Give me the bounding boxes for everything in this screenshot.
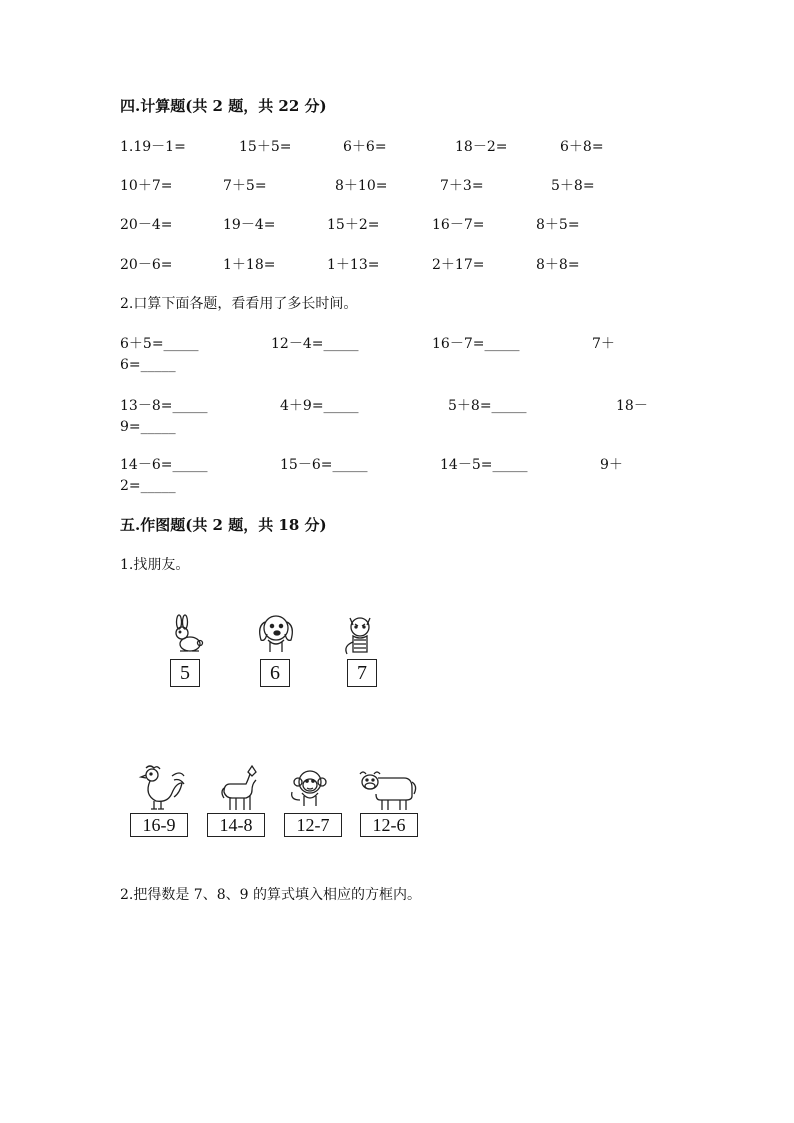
q1-cell: 6＋8= [560, 139, 604, 155]
q1-cell: 20－4= [120, 217, 173, 233]
q1-cell: 10＋7= [120, 178, 173, 194]
q2-item: 16－7=_____ [432, 336, 520, 352]
q1-cell: 8＋10= [335, 178, 388, 194]
section5-q1-title: 1.找朋友。 [120, 557, 190, 573]
q1-cell: 15＋5= [239, 139, 292, 155]
q1-cell: 20－6= [120, 257, 173, 273]
q2-item: 18－ [616, 398, 648, 414]
cat-icon [340, 612, 380, 656]
monkey-icon [286, 766, 330, 810]
section5-q2-title: 2.把得数是 7、8、9 的算式填入相应的方框内。 [120, 887, 421, 903]
q2-item: 9＋ [600, 457, 623, 473]
q1-cell: 6＋6= [343, 139, 387, 155]
q1-cell: 15＋2= [327, 217, 380, 233]
expression-box: 12-6 [360, 813, 418, 837]
q2-item: 12－4=_____ [271, 336, 359, 352]
q1-cell: 16－7= [432, 217, 485, 233]
rooster-icon [136, 762, 186, 812]
dog-icon [254, 610, 298, 654]
q1-cell: 19－4= [223, 217, 276, 233]
expression-box: 16-9 [130, 813, 188, 837]
q2-title: 2.口算下面各题，看看用了多长时间。 [120, 296, 358, 312]
rabbit-icon [168, 614, 204, 654]
q1-cell: 8＋8= [536, 257, 580, 273]
q1-cell: 1＋18= [223, 257, 276, 273]
number-box: 6 [260, 659, 290, 687]
q2-item: 6=_____ [120, 357, 176, 373]
section4-title: 四.计算题(共 2 题，共 22 分) [120, 97, 327, 115]
q2-item: 4＋9=_____ [280, 398, 359, 414]
q1-cell: 5＋8= [551, 178, 595, 194]
number-box: 5 [170, 659, 200, 687]
q2-item: 7＋ [592, 336, 615, 352]
q2-item: 13－8=_____ [120, 398, 208, 414]
q1-cell: 7＋5= [223, 178, 267, 194]
q1-cell: 1.19－1= [120, 139, 186, 155]
q2-item: 5＋8=_____ [448, 398, 527, 414]
horse-icon [220, 762, 264, 812]
q2-item: 15－6=_____ [280, 457, 368, 473]
q2-item: 14－5=_____ [440, 457, 528, 473]
number-box: 7 [347, 659, 377, 687]
q1-cell: 2＋17= [432, 257, 485, 273]
q1-cell: 8＋5= [536, 217, 580, 233]
q1-cell: 1＋13= [327, 257, 380, 273]
q1-cell: 7＋3= [440, 178, 484, 194]
q2-item: 9=_____ [120, 419, 176, 435]
q2-item: 6＋5=_____ [120, 336, 199, 352]
q2-item: 2=_____ [120, 478, 176, 494]
cow-icon [358, 768, 418, 812]
q2-item: 14－6=_____ [120, 457, 208, 473]
expression-box: 12-7 [284, 813, 342, 837]
section5-title: 五.作图题(共 2 题，共 18 分) [120, 516, 327, 534]
expression-box: 14-8 [207, 813, 265, 837]
q1-cell: 18－2= [455, 139, 508, 155]
